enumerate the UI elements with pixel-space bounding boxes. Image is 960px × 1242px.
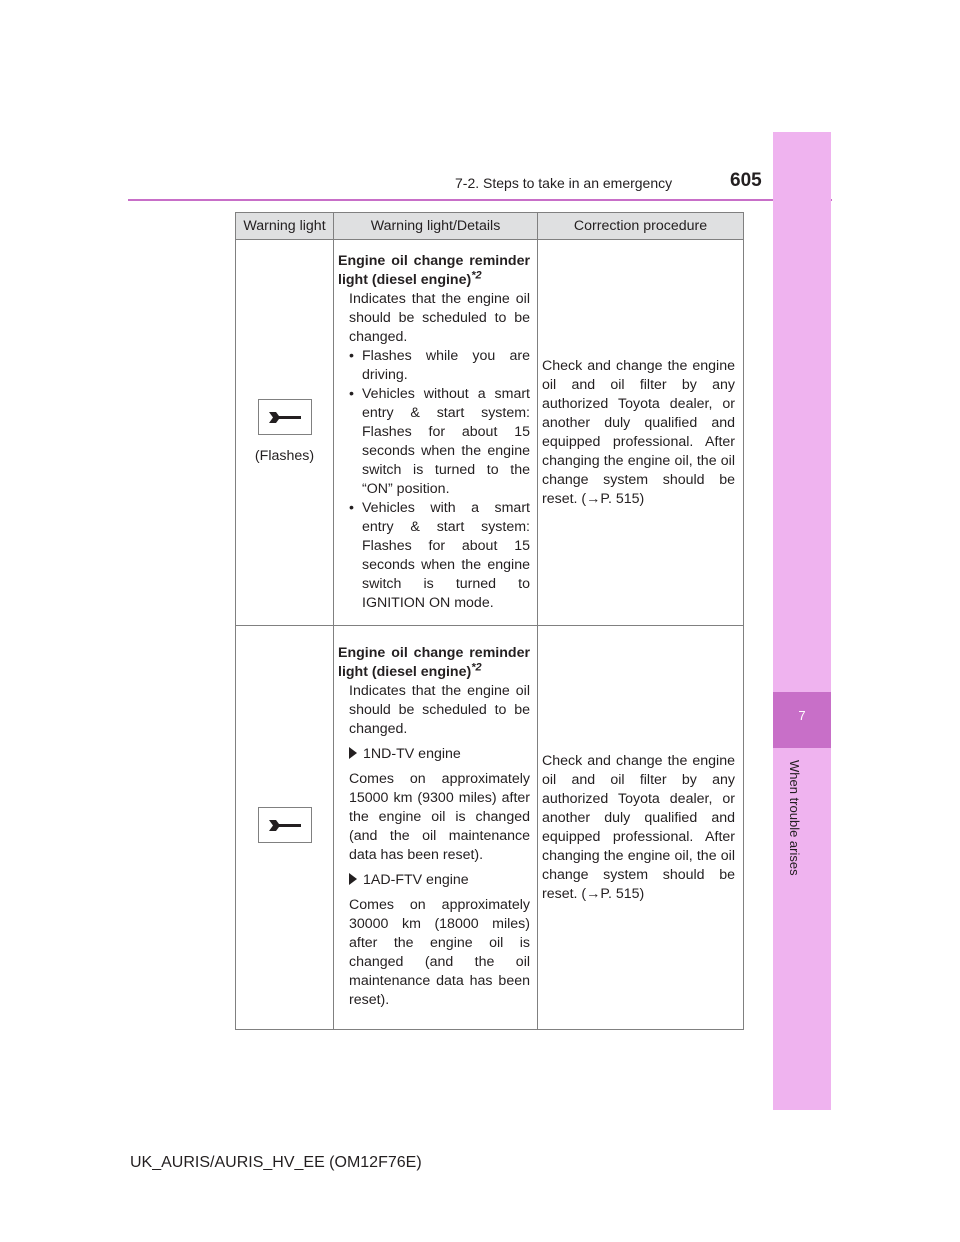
list-item: • Flashes while you are driving. — [349, 347, 530, 383]
light-description: Indicates that the engine oil should be scheduled to be changed. — [349, 290, 530, 345]
triangle-bullet-icon — [349, 873, 357, 885]
warning-light-cell — [236, 240, 334, 626]
warning-light-cell — [236, 626, 334, 1030]
section-title: 7-2. Steps to take in an emergency — [455, 175, 673, 191]
icon-caption: (Flashes) — [254, 448, 315, 464]
engine-heading: 1ND-TV engine — [338, 745, 530, 764]
column-header-details: Warning light/Details — [334, 213, 538, 240]
chapter-title: When trouble arises — [787, 760, 802, 876]
engine-description: Comes on approximately 30000 km (18000 miles) after the engine oil is changed (and the oil maintenance data has been reset). — [349, 897, 530, 1008]
chapter-side-tab — [773, 132, 831, 1110]
triangle-bullet-icon — [349, 747, 357, 759]
correction-cell: Check and change the engine oil and oil filter by any authorized Toyota dealer, or another duly qualified and equipped professional. After changing the engine oil, the oil change system should be reset. (→P. 515) — [538, 626, 744, 1030]
engine-description: Comes on approximately 15000 km (9300 miles) after the engine oil is changed (and the oil maintenance data has been reset). — [349, 771, 530, 863]
details-cell — [334, 626, 538, 1030]
correction-cell: Check and change the engine oil and oil filter by any authorized Toyota dealer, or another duly qualified and equipped professional. After changing the engine oil, the oil change system should be reset. (→P. 515) — [538, 240, 744, 626]
chapter-number: 7 — [773, 692, 831, 748]
list-item: • Vehicles with a smart entry & start system: Flashes for about 15 seconds when the engine switch is turned to IGNITION ON mode. — [349, 499, 530, 611]
footnote-marker: *2 — [471, 268, 482, 281]
table-row — [236, 240, 744, 626]
list-item: • Vehicles without a smart entry & start system: Flashes for about 15 seconds when the engine switch is turned to the “ON” position. — [349, 385, 530, 497]
light-title: Engine oil change reminder light (diesel engine)$^{*2}$ — [338, 252, 530, 288]
header-rule — [128, 199, 832, 201]
document-code: UK_AURIS/AURIS_HV_EE (OM12F76E) — [130, 1154, 422, 1171]
wrench-icon — [258, 807, 312, 843]
details-cell — [334, 240, 538, 626]
column-header-warning-light: Warning light — [236, 213, 334, 240]
engine-heading: 1AD-FTV engine — [338, 871, 530, 890]
page-number: 605 — [730, 170, 762, 191]
light-description: Indicates that the engine oil should be scheduled to be changed. — [349, 683, 530, 737]
warning-light-table — [235, 212, 744, 1030]
light-title: Engine oil change reminder light (diesel engine)$^{*2}$ — [338, 645, 530, 680]
table-row — [236, 626, 744, 1030]
table-header-row — [236, 213, 744, 240]
wrench-icon — [258, 399, 312, 435]
column-header-correction: Correction procedure — [538, 213, 744, 240]
footnote-marker: *2 — [471, 661, 482, 674]
